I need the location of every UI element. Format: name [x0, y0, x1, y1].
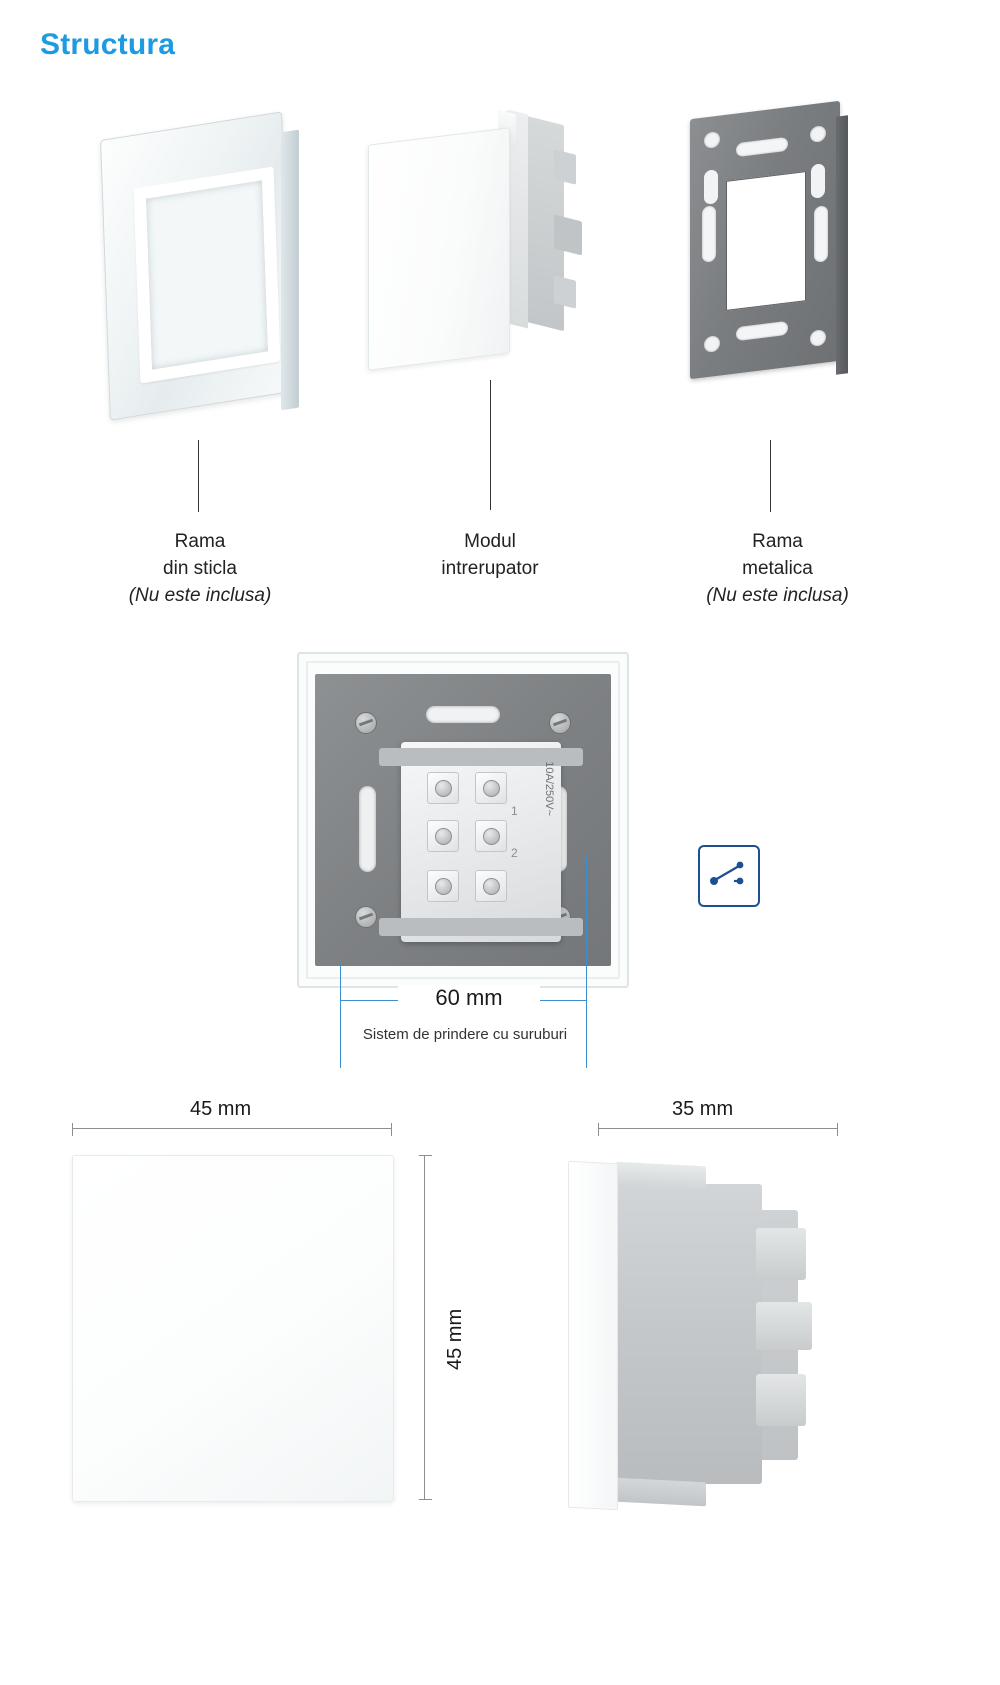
two-way-switch-symbol-badge — [698, 845, 760, 907]
caption-module-line1: Modul — [464, 531, 516, 552]
leader-line-module — [490, 380, 491, 510]
dimension-label-width: 60 mm — [398, 985, 540, 1011]
leader-line-glass — [198, 440, 199, 512]
caption-glass-frame — [95, 528, 305, 609]
side-body-main — [612, 1184, 762, 1484]
dimension-label-front-height: 45 mm — [444, 1308, 466, 1370]
caption-metal-note: (Nu este inclusa) — [706, 585, 849, 606]
side-tab-top — [616, 1162, 706, 1191]
metal-frame-illustration — [690, 110, 870, 390]
metal-slot-right — [814, 205, 828, 263]
side-front-face — [568, 1161, 618, 1511]
glass-edge-shape — [281, 130, 299, 411]
caption-glass-line2: din sticla — [163, 558, 237, 579]
front-view-illustration — [72, 1155, 394, 1502]
rear-terminal-block — [401, 742, 561, 942]
two-way-switch-symbol — [700, 847, 754, 901]
caption-metal-frame — [665, 528, 890, 609]
terminal-screw-3 — [427, 820, 459, 852]
terminal-rating-label: 10A/250V~ — [543, 761, 555, 816]
caption-metal-line1: Rama — [752, 531, 803, 552]
caption-switch-module — [380, 528, 600, 582]
page-title: Structura — [40, 28, 176, 61]
metal-keyhole-right — [811, 163, 825, 199]
caption-module-line2: intrerupator — [441, 558, 539, 579]
rear-screw-bottom-left — [355, 906, 377, 928]
side-lug-top — [756, 1228, 806, 1280]
rear-slot-top — [426, 706, 500, 723]
terminal-screw-6 — [475, 870, 507, 902]
side-tab-bottom — [616, 1478, 706, 1507]
rear-screw-top-right — [549, 712, 571, 734]
rear-slot-left — [359, 786, 376, 872]
dimension-label-side-depth: 35 mm — [672, 1098, 734, 1120]
side-view-illustration — [560, 1150, 860, 1520]
module-tab-bottom — [554, 275, 576, 308]
glass-frame-illustration — [95, 105, 310, 425]
rear-metal-plate — [315, 674, 611, 966]
module-tab-middle — [554, 215, 582, 256]
rear-assembly-illustration — [297, 652, 629, 988]
rear-screw-top-left — [355, 712, 377, 734]
metal-keyhole-left — [704, 169, 718, 205]
glass-aperture — [134, 166, 281, 383]
caption-glass-line1: Rama — [174, 531, 226, 552]
dimension-line-front-width — [72, 1128, 392, 1130]
dimension-tick-left — [340, 964, 341, 1068]
terminal-screw-4 — [475, 820, 507, 852]
module-front-face — [368, 127, 510, 370]
terminal-screw-5 — [427, 870, 459, 902]
terminal-bracket-bottom — [379, 918, 583, 936]
side-lug-middle — [756, 1302, 812, 1350]
terminal-screw-1 — [427, 772, 459, 804]
side-lug-bottom — [756, 1374, 806, 1426]
terminal-marking-2: 2 — [511, 846, 518, 860]
switch-module-illustration — [368, 108, 608, 388]
terminal-marking-1: 1 — [511, 804, 518, 818]
dimension-line-side-depth — [598, 1128, 838, 1130]
caption-glass-note: (Nu este inclusa) — [128, 585, 272, 606]
metal-slot-left — [702, 205, 716, 263]
metal-plate-edge — [836, 115, 848, 374]
dimension-line-front-height — [424, 1155, 426, 1500]
mounting-system-note: Sistem de prindere cu suruburi — [362, 1026, 568, 1043]
terminal-screw-2 — [475, 772, 507, 804]
module-tab-top — [554, 149, 576, 184]
dimension-label-front-width: 45 mm — [190, 1098, 252, 1120]
caption-metal-line2: metalica — [742, 558, 813, 579]
metal-plate-window — [726, 171, 806, 311]
leader-line-metal — [770, 440, 771, 512]
